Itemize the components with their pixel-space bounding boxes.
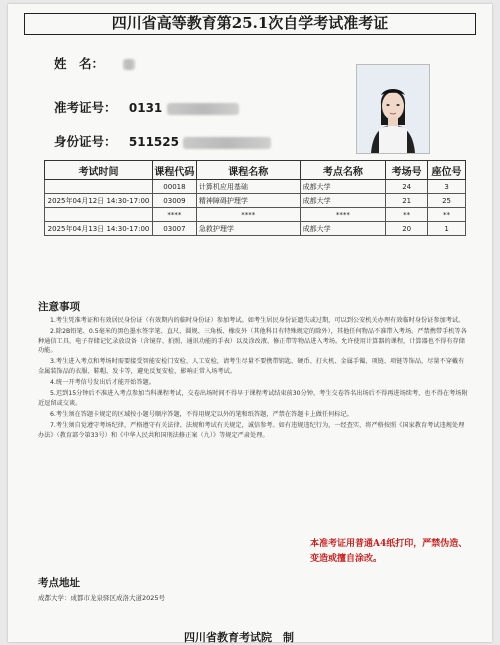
course-name-cell: **** (196, 208, 300, 222)
exam-time-cell: 2025年04月12日 14:30-17:00 (45, 194, 153, 208)
note-item: 6.考生须在答题卡规定的区域按小题号顺序答题，不得用规定以外的笔和纸答题，严禁在答题卡上做任何标记。 (50, 410, 353, 418)
ticket-number-field (54, 98, 239, 116)
exam-site-cell: 成都大学 (300, 222, 386, 236)
exam-site-cell: 成都大学 (300, 194, 386, 208)
table-row (45, 208, 466, 222)
column-header: 考试时间 (45, 161, 153, 180)
note-item: 5.迟到15分钟后不准进入考点参加当科课程考试，交卷出场时间不得早于课程考试结束前30分钟，考生交卷答名出场后不得再进场续考，也不得在考场附近逗留或交谈。 (38, 390, 468, 407)
note-item: 1.考生凭准考证和有效居民身份证（有效期内的临时身份证）参加考试。如考生居民身份证遗失或过期，可以到公安机关办理有效临时身份证参加考试。 (50, 317, 465, 324)
address-heading: 考点地址 (38, 577, 80, 589)
table-header-row (45, 161, 466, 180)
exam-site-cell: 成都大学 (300, 180, 386, 194)
name-field (54, 54, 135, 72)
note-item: 2.除2B铅笔、0.5毫米的黑色墨水签字笔、直尺、圆规、三角板、橡皮外（其他科目有特殊规定的除外），其他任何物品不准带入考场。严禁携带手机等各种通信工具、电子存储记忆录放设备（含镜存、拍照、通讯功能的手表）以及涂改液、修正带等物品进入考场。允许使用计算器的课程，计算器也不得有存储功能。 (38, 328, 467, 355)
seat-number-cell: 25 (428, 194, 466, 208)
id-number-value: 511525 (128, 135, 179, 149)
note-item: 3.考生进入考点和考场时需要接受智能安检门安检、人工安检，请考生尽量不要携带钥匙、硬币、打火机、金属手镯、项链、项链等饰品，尽量不穿戴有金属装饰品的衣服、鞋帽、发卡等，避免反复安检，影响正常入场考试。 (38, 358, 465, 375)
room-number-cell: 21 (386, 194, 428, 208)
table-row (45, 180, 466, 194)
ticket-number-value: 0131 (128, 101, 163, 115)
course-code-cell: 03009 (152, 194, 196, 208)
room-number-cell: 20 (386, 222, 428, 236)
note-item: 4.统一开考信号发出后才能开始答题。 (50, 379, 155, 387)
exam-schedule-table (44, 160, 466, 236)
column-header: 课程代码 (152, 161, 196, 180)
address-text: 成都大学：成都市龙泉驿区成洛大道2025号 (38, 594, 166, 602)
course-code-cell: **** (152, 208, 196, 222)
redaction-blur (123, 59, 135, 70)
exam-time-cell (45, 180, 153, 194)
table-row (45, 194, 466, 208)
room-number-cell: ** (386, 208, 428, 222)
exam-time-cell (45, 208, 153, 222)
course-name-cell: 计算机应用基础 (196, 180, 300, 194)
candidate-photo (356, 64, 430, 154)
course-code-cell: 00018 (152, 180, 196, 194)
course-name-cell: 精神障碍护理学 (196, 194, 300, 208)
course-code-cell: 03007 (152, 222, 196, 236)
seat-number-cell: 1 (428, 222, 466, 236)
seat-number-cell: 3 (428, 180, 466, 194)
column-header: 座位号 (428, 161, 466, 180)
ticket-number-label: 准考证号： (54, 100, 117, 115)
redaction-blur (183, 137, 271, 149)
note-item: 7.考生须自觉遵守考场纪律，严格遵守有关法律、法规和考试有关规定，诚信参考。如有违规违纪行为，一经查实，将严格按照《国家教育考试违规处理办法》（教育部令第33号）和《中华人民共和国刑法修正案（九）》等规定严肃处理。 (38, 421, 465, 439)
column-header: 考场号 (386, 161, 428, 180)
print-warning: 本准考证用普通A4纸打印，严禁伪造、变造或擅自涂改。 (310, 539, 468, 564)
column-header: 课程名称 (196, 161, 300, 180)
redaction-blur (167, 103, 239, 115)
admission-ticket (8, 4, 492, 642)
exam-site-cell: **** (300, 208, 386, 222)
name-label: 姓 名： (54, 56, 105, 71)
seat-number-cell: ** (428, 208, 466, 222)
notes-list (38, 316, 468, 442)
page-title: 四川省高等教育第25.1次自学考试准考证 (24, 13, 476, 35)
room-number-cell: 24 (386, 180, 428, 194)
notes-heading: 注意事项 (38, 301, 80, 313)
table-row (45, 222, 466, 236)
column-header: 考点名称 (300, 161, 386, 180)
course-name-cell: 急救护理学 (196, 222, 300, 236)
id-number-field (54, 132, 271, 150)
exam-time-cell: 2025年04月13日 14:30-17:00 (45, 222, 153, 236)
id-number-label: 身份证号： (54, 134, 117, 149)
issuer-footer: 四川省教育考试院 制 (184, 631, 294, 644)
portrait-image (357, 65, 429, 153)
